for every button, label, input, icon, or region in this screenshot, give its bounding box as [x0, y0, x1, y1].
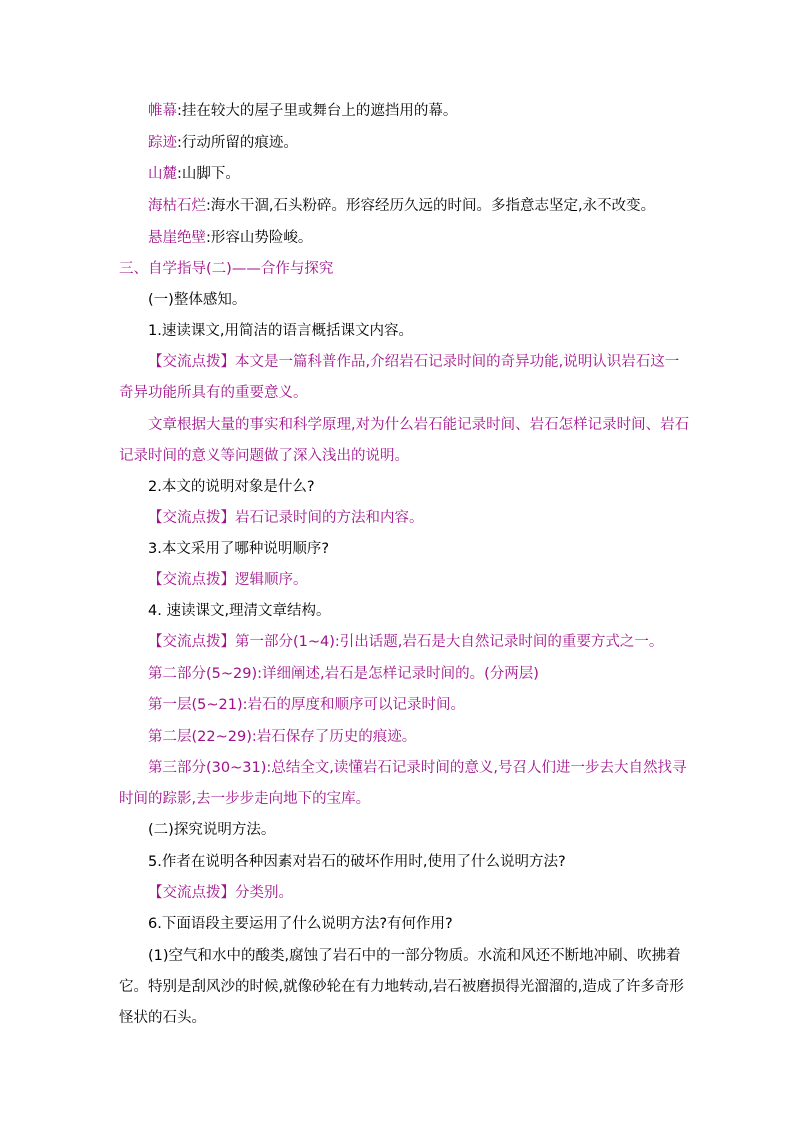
structure-layer: 第二层(22~29):岩石保存了历史的痕迹。 [148, 729, 417, 745]
answer-text: 分类别。 [235, 885, 293, 901]
structure-layer: 第一层(5~21):岩石的厚度和顺序可以记录时间。 [148, 697, 466, 713]
answer-text: 逻辑顺序。 [235, 572, 308, 588]
vocab-term: 帷幕 [148, 103, 177, 119]
passage-line: (1)空气和水中的酸类,腐蚀了岩石中的一部分物质。水流和风还不断地冲刷、吹拂着 [148, 948, 681, 964]
vocab-term: 山麓 [148, 166, 177, 182]
vocab-entry [148, 164, 240, 184]
question: 5.作者在说明各种因素对岩石的破坏作用时,使用了什么说明方法? [148, 854, 566, 870]
answer-text: 岩石记录时间的方法和内容。 [235, 510, 424, 526]
question: 1.速读课文,用简洁的语言概括课文内容。 [148, 323, 413, 339]
answer-line [148, 352, 679, 372]
answer-text: 本文是一篇科普作品,介绍岩石记录时间的奇异功能,说明认识岩石这一 [235, 354, 680, 370]
passage-line: 它。特别是刮风沙的时候,就像砂轮在有力地转动,岩石被磨损得光溜溜的,造成了许多奇形 [119, 979, 684, 995]
answer-text: 第一部分(1~4):引出话题,岩石是大自然记录时间的重要方式之一。 [235, 634, 664, 650]
answer-line [148, 508, 424, 528]
vocab-definition: :山脚下。 [177, 166, 240, 182]
answer-tag: 【交流点拨】 [148, 354, 235, 370]
subsection-heading: (一)整体感知。 [148, 292, 247, 308]
answer-tag: 【交流点拨】 [148, 885, 235, 901]
vocab-definition: :形容山势险峻。 [206, 230, 313, 246]
answer-continuation: 时间的踪影,去一步步走向地下的宝库。 [119, 791, 371, 807]
structure-part: 第二部分(5~29):详细阐述,岩石是怎样记录时间的。(分两层) [148, 666, 539, 682]
question: 6.下面语段主要运用了什么说明方法?有何作用? [148, 916, 453, 932]
vocab-entry [148, 101, 457, 121]
vocab-term: 海枯石烂 [148, 198, 206, 214]
subsection-heading: (二)探究说明方法。 [148, 822, 276, 838]
question: 3.本文采用了哪种说明顺序? [148, 541, 330, 557]
section-heading: 三、自学指导(二)——合作与探究 [119, 261, 334, 277]
vocab-definition: :挂在较大的屋子里或舞台上的遮挡用的幕。 [177, 103, 458, 119]
answer-continuation: 记录时间的意义等问题做了深入浅出的说明。 [119, 448, 409, 464]
vocab-entry [148, 196, 655, 216]
answer-tag: 【交流点拨】 [148, 634, 235, 650]
vocab-entry [148, 133, 298, 153]
question: 4. 速读课文,理清文章结构。 [148, 603, 331, 619]
passage-line: 怪状的石头。 [119, 1010, 206, 1026]
vocab-term: 踪迹 [148, 135, 177, 151]
answer-continuation: 奇异功能所具有的重要意义。 [119, 385, 308, 401]
answer-tag: 【交流点拨】 [148, 510, 235, 526]
vocab-term: 悬崖绝壁 [148, 230, 206, 246]
vocab-definition: :海水干涸,石头粉碎。形容经历久远的时间。多指意志坚定,永不改变。 [206, 198, 656, 214]
vocab-entry [148, 228, 312, 248]
vocab-definition: :行动所留的痕迹。 [177, 135, 298, 151]
answer-line [148, 570, 308, 590]
structure-part: 第三部分(30~31):总结全文,读懂岩石记录时间的意义,号召人们进一步去大自然找寻 [148, 760, 687, 776]
answer-line [148, 632, 663, 652]
answer-paragraph: 文章根据大量的事实和科学原理,对为什么岩石能记录时间、岩石怎样记录时间、岩石 [148, 417, 690, 433]
question: 2.本文的说明对象是什么? [148, 479, 315, 495]
answer-line [148, 883, 293, 903]
answer-tag: 【交流点拨】 [148, 572, 235, 588]
